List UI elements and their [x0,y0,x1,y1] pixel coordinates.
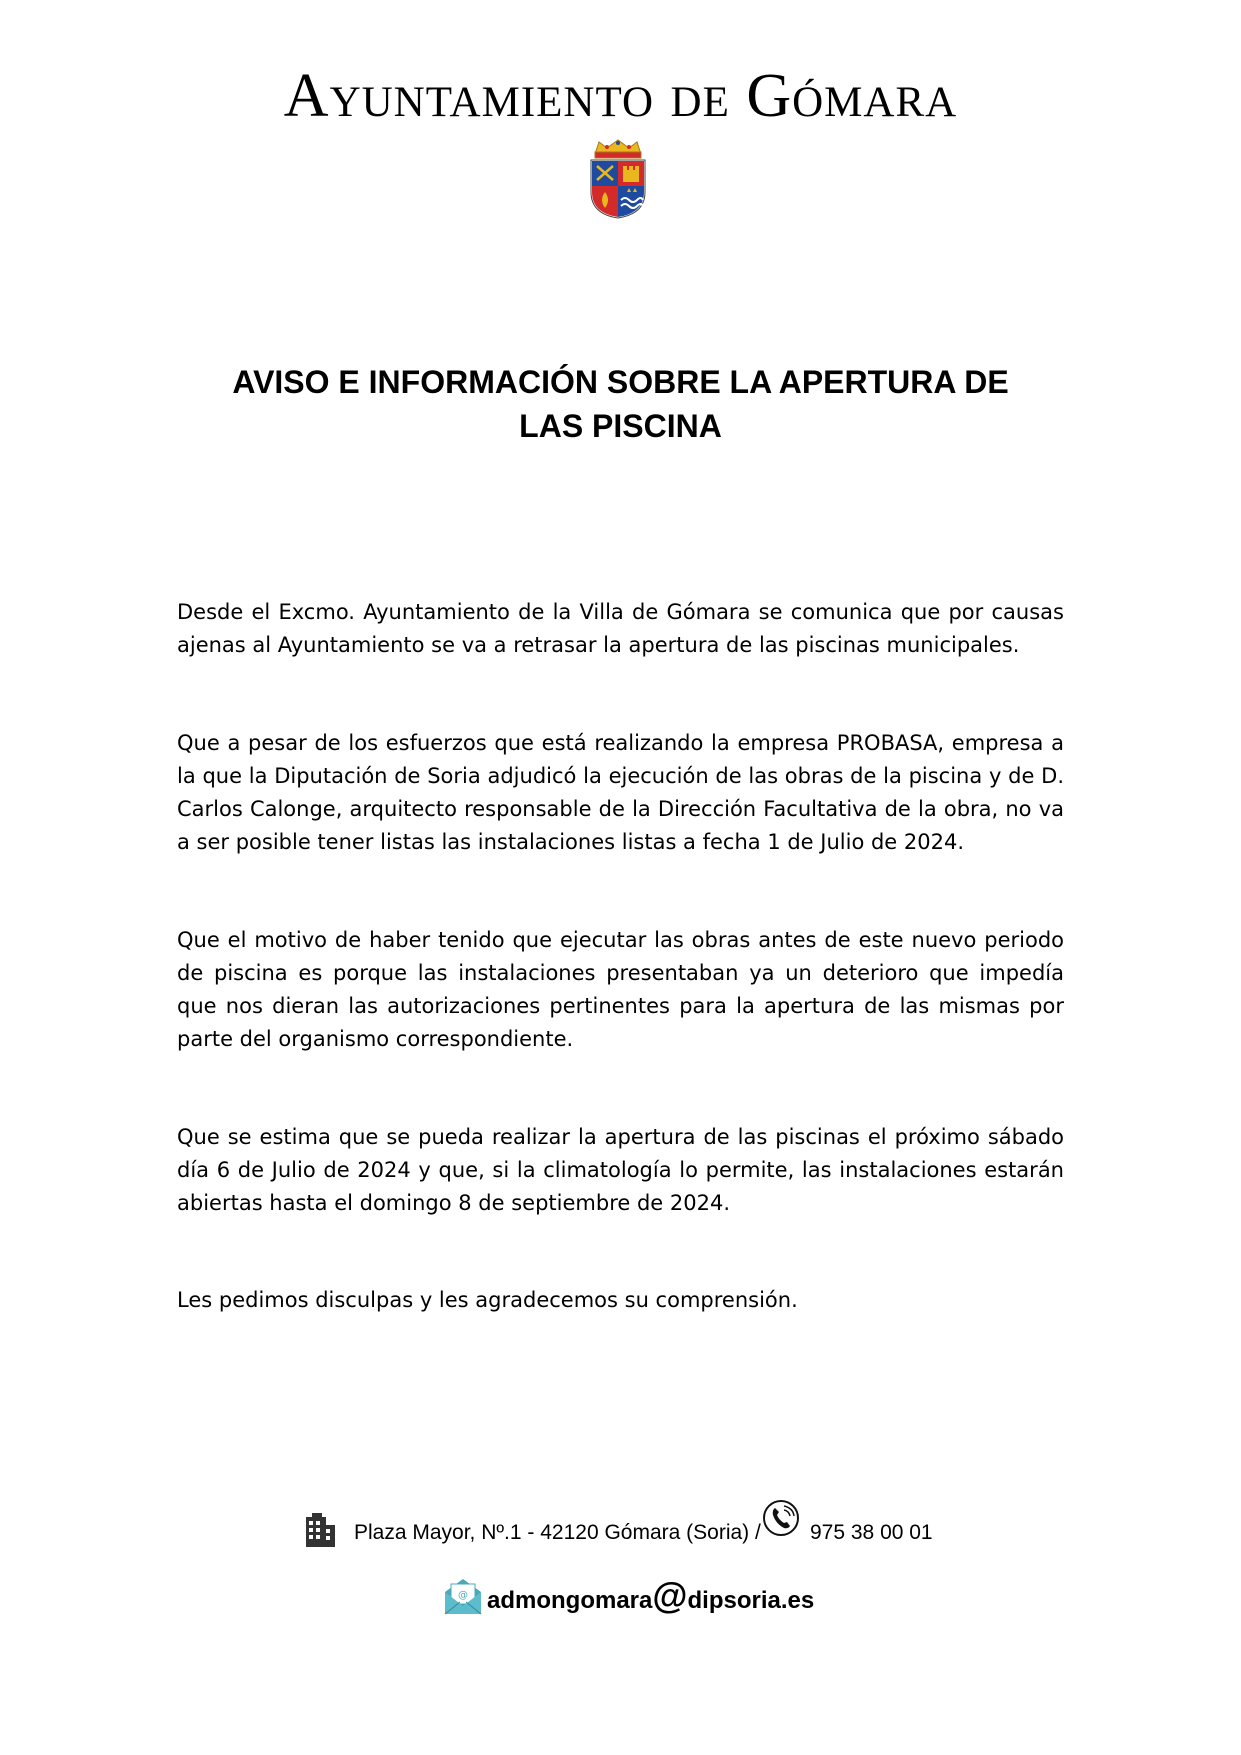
phone-icon [762,1499,800,1537]
email-at-sign: @ [652,1575,688,1616]
email-domain: dipsoria.es [687,1587,815,1614]
footer-contact-line [0,1497,1241,1547]
svg-text:@: @ [458,1590,468,1601]
building-icon [303,1513,337,1547]
mail-icon [442,1576,484,1616]
notice-title-line2: LAS PISCINA [519,408,722,444]
paragraph-apology: Les pedimos disculpas y les agradecemos su comprensión. [177,1288,798,1312]
footer-address: Plaza Mayor, Nº.1 - 42120 Gómara (Soria) / [354,1521,761,1544]
notice-title-line1: AVISO E INFORMACIÓN SOBRE LA APERTURA DE [232,364,1009,400]
paragraph-opening-date: Que se estima que se pueda realizar la apertura de las piscinas el próximo sábado día 6 de Julio de 2024 y que, si la climatología lo permite, las instalaciones estarán abiertas hasta el domingo 8 de septiembre de 2024. [177,1125,1064,1215]
paragraph-works-company: Que a pesar de los esfuerzos que está realizando la empresa PROBASA, empresa a la que la Diputación de Soria adjudicó la ejecución de las obras de la piscina y de D. Carlos Calonge, arquitecto responsable de la Dirección Facultativa de la obra, no va a ser posible tener listas las instalaciones listas a fecha 1 de Julio de 2024. [177,731,1064,854]
footer-email-line [0,1566,1241,1622]
page-header-title: Ayuntamiento de Gómara [283,62,958,130]
footer-phone: 975 38 00 01 [810,1521,933,1544]
email-user: admongomara [487,1587,653,1614]
notice-title [160,360,1081,448]
paragraph-intro: Desde el Excmo. Ayuntamiento de la Villa de Gómara se comunica que por causas ajenas al Ayuntamiento se va a retrasar la apertura de las piscinas municipales. [177,600,1064,657]
coat-of-arms-icon [583,138,653,220]
footer-email[interactable] [487,1575,815,1619]
paragraph-reason: Que el motivo de haber tenido que ejecutar las obras antes de este nuevo periodo de piscina es porque las instalaciones presentaban ya un deterioro que impedía que nos dieran las autorizaciones pertinentes para la apertura de las mismas por parte del organismo correspondiente. [177,928,1064,1051]
